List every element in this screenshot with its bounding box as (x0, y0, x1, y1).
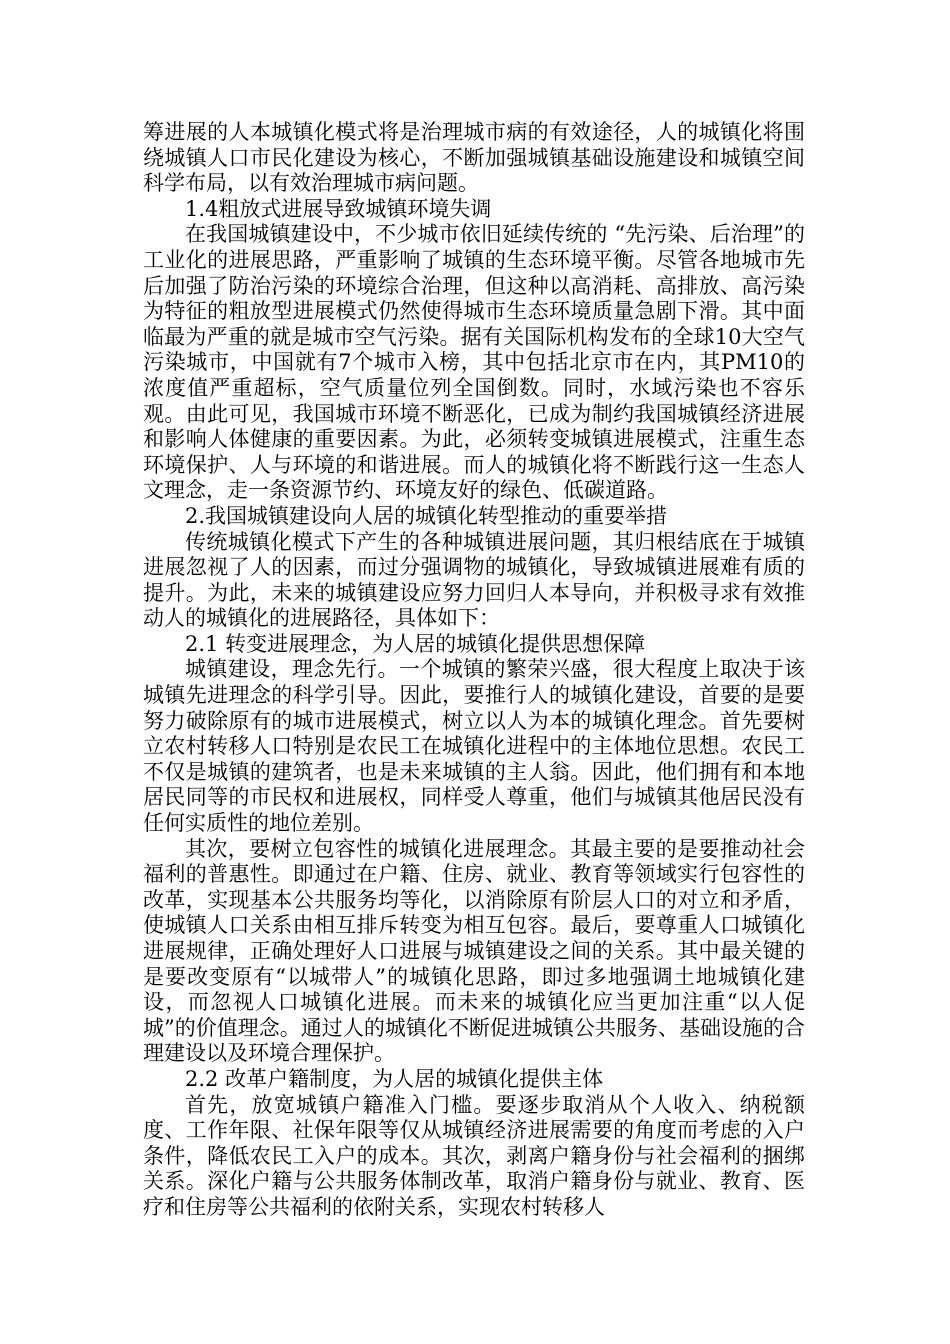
section-heading-2: 2.我国城镇建设向人居的城镇化转型推动的重要举措 (185, 503, 668, 528)
paragraph-body: 其次，要树立包容性的城镇化进展理念。其最主要的是要推动社会福利的普惠性。即通过在户籍、住房、就业、教育等领域实行包容性的改革，实现基本公共服务均等化，以消除原有阶层人口的对立和矛盾，使城镇人口关系由相互排斥转变为相互包容。最后，要尊重人口城镇化进展规律，正确处理好人口进展与城镇建设之间的关系。其中最关键的是要改变原有“以城带人”的城镇化思路，即过多地强调土地城镇化建设，而忽视人口城镇化进展。而未来的城镇化应当更加注重“以人促城”的价值理念。通过人的城镇化不断促进城镇公共服务、基础设施的合理建设以及环境合理保护。 (143, 836, 805, 1066)
paragraph-continuation: 筹进展的人本城镇化模式将是治理城市病的有效途径，人的城镇化将围绕城镇人口市民化建设为核心，不断加强城镇基础设施建设和城镇空间科学布局，以有效治理城市病问题。 (143, 120, 805, 196)
paragraph-body: 城镇建设，理念先行。一个城镇的繁荣兴盛，很大程度上取决于该城镇先进理念的科学引导。因此，要推行人的城镇化建设，首要的是要努力破除原有的城市进展模式，树立以人为本的城镇化理念。首先要树立农村转移人口特别是农民工在城镇化进程中的主体地位思想。农民工不仅是城镇的建筑者，也是未来城镇的主人翁。因此，他们拥有和本地居民同等的市民权和进展权，同样受人尊重，他们与城镇其他居民没有任何实质性的地位差别。 (143, 657, 805, 836)
document-page (143, 120, 805, 1221)
paragraph-body: 首先，放宽城镇户籍准入门槛。要逐步取消从个人收入、纳税额度、工作年限、社保年限等仅从城镇经济进展需要的角度而考虑的入户条件，降低农民工入户的成本。其次，剥离户籍身份与社会福利的捆绑关系。深化户籍与公共服务体制改革，取消户籍身份与就业、教育、医疗和住房等公共福利的依附关系，实现农村转移人 (143, 1092, 805, 1219)
section-heading-2-2: 2.2 改革户籍制度，为人居的城镇化提供主体 (185, 1066, 604, 1091)
section-heading-1-4: 1.4粗放式进展导致城镇环境失调 (185, 196, 492, 221)
paragraph-body: 在我国城镇建设中，不少城市依旧延续传统的 “先污染、后治理”的工业化的进展思路，严重影响了城镇的生态环境平衡。尽管各地城市先后加强了防治污染的环境综合治理，但这种以高消耗、高排放、高污染为特征的粗放型进展模式仍然使得城市生态环境质量急剧下滑。其中面临最为严重的就是城市空气污染。据有关国际机构发布的全球10大空气污染城市，中国就有7个城市入榜，其中包括北京市在内，其PM10的浓度值严重超标，空气质量位列全国倒数。同时，水域污染也不容乐观。由此可见，我国城市环境不断恶化，已成为制约我国城镇经济进展和影响人体健康的重要因素。为此，必须转变城镇进展模式，注重生态环境保护、人与环境的和谐进展。而人的城镇化将不断践行这一生态人文理念，走一条资源节约、环境友好的绿色、低碳道路。 (143, 222, 805, 503)
paragraph-body: 传统城镇化模式下产生的各种城镇进展问题，其归根结底在于城镇进展忽视了人的因素，而过分强调物的城镇化，导致城镇进展难有质的提升。为此，未来的城镇建设应努力回归人本导向，并积极寻求有效推动人的城镇化的进展路径，具体如下： (143, 529, 805, 631)
section-heading-2-1: 2.1 转变进展理念，为人居的城镇化提供思想保障 (185, 631, 646, 656)
